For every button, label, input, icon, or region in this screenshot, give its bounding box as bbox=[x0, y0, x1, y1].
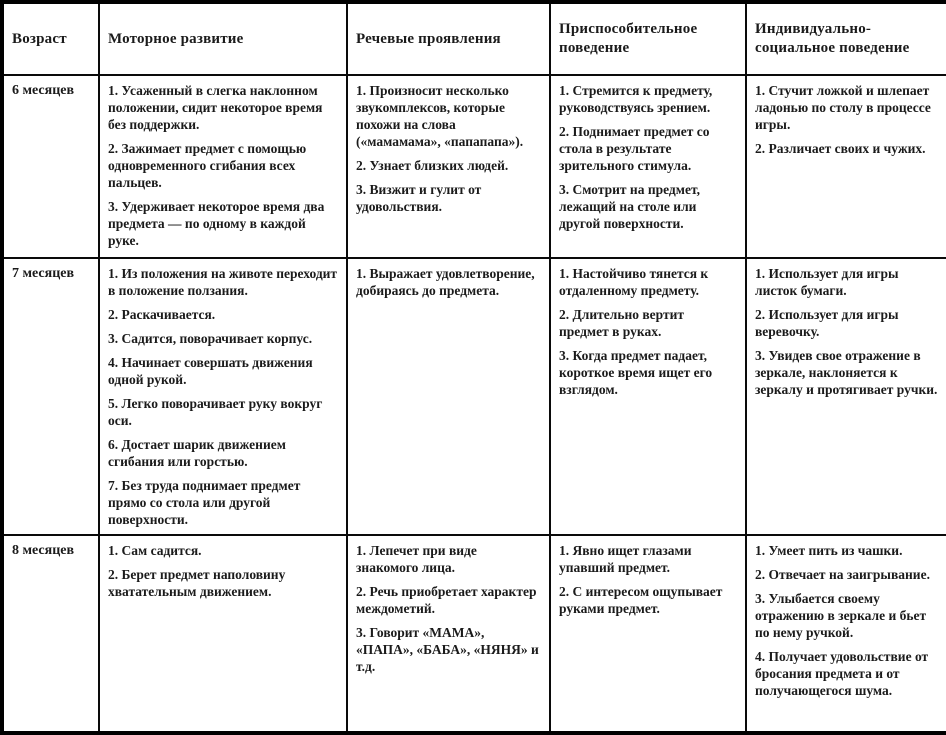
milestone-item: 3. Визжит и гулит от удовольствия. bbox=[356, 182, 482, 214]
table-row bbox=[2, 258, 946, 535]
milestone-item: 1. Сам садится. bbox=[108, 543, 202, 558]
speech-cell bbox=[347, 75, 550, 258]
column-header-motor: Моторное развитие bbox=[99, 2, 347, 75]
motor-cell bbox=[99, 535, 347, 733]
milestone-item: 3. Улыбается своему отражению в зеркале и бьет по нему ручкой. bbox=[755, 591, 927, 640]
milestone-item: 1. Настойчиво тянется к отдаленному предмету. bbox=[559, 266, 709, 298]
milestone-item: 1. Явно ищет глазами упавший предмет. bbox=[559, 543, 692, 575]
speech-cell bbox=[347, 535, 550, 733]
milestone-item: 2. Раскачивается. bbox=[108, 307, 216, 322]
table-row bbox=[2, 75, 946, 258]
milestone-item: 2. С интересом ощупывает руками предмет. bbox=[559, 584, 723, 616]
milestone-item: 2. Длительно вертит предмет в руках. bbox=[559, 307, 685, 339]
milestone-item: 3. Удерживает некоторое время два предмета — по одному в каждой руке. bbox=[108, 199, 325, 248]
milestone-item: 1. Выражает удовлетворение, добираясь до предмета. bbox=[356, 266, 535, 298]
milestone-item: 4. Начинает совершать движения одной рукой. bbox=[108, 355, 313, 387]
speech-cell bbox=[347, 258, 550, 535]
social-cell bbox=[746, 535, 946, 733]
milestone-item: 2. Использует для игры веревочку. bbox=[755, 307, 899, 339]
milestone-item: 2. Узнает близких людей. bbox=[356, 158, 509, 173]
milestone-item: 3. Смотрит на предмет, лежащий на столе или другой поверхности. bbox=[559, 182, 700, 231]
milestone-item: 3. Когда предмет падает, короткое время ищет его взглядом. bbox=[559, 348, 713, 397]
milestone-item: 1. Использует для игры листок бумаги. bbox=[755, 266, 899, 298]
social-cell bbox=[746, 258, 946, 535]
age-cell: 6 месяцев bbox=[2, 75, 99, 258]
motor-cell bbox=[99, 258, 347, 535]
milestone-item: 1. Лепечет при виде знакомого лица. bbox=[356, 543, 477, 575]
milestone-item: 7. Без труда поднимает предмет прямо со стола или другой поверхности. bbox=[108, 478, 301, 527]
milestone-item: 1. Произносит несколько звукомплексов, которые похожи на слова («мамамама», «папапапа»). bbox=[356, 83, 524, 149]
column-header-speech: Речевые проявления bbox=[347, 2, 550, 75]
social-cell bbox=[746, 75, 946, 258]
milestone-item: 1. Стремится к предмету, руководствуясь зрением. bbox=[559, 83, 713, 115]
column-header-social: Индивидуально-социальное поведение bbox=[746, 2, 946, 75]
milestone-item: 2. Речь приобретает характер междометий. bbox=[356, 584, 537, 616]
milestone-item: 2. Зажимает предмет с помощью одновременного сгибания всех пальцев. bbox=[108, 141, 307, 190]
adaptive-cell bbox=[550, 258, 746, 535]
milestone-item: 3. Говорит «МАМА», «ПАПА», «БАБА», «НЯНЯ» и т.д. bbox=[356, 625, 539, 674]
milestone-item: 2. Поднимает предмет со стола в результате зрительного стимула. bbox=[559, 124, 710, 173]
milestone-item: 1. Из положения на животе переходит в положение ползания. bbox=[108, 266, 338, 298]
table-header-row bbox=[2, 2, 946, 75]
motor-cell bbox=[99, 75, 347, 258]
column-header-adaptive: Приспособительное поведение bbox=[550, 2, 746, 75]
milestone-item: 6. Достает шарик движением сгибания или горстью. bbox=[108, 437, 286, 469]
table-row bbox=[2, 535, 946, 733]
adaptive-cell bbox=[550, 75, 746, 258]
milestone-item: 3. Садится, поворачивает корпус. bbox=[108, 331, 313, 346]
milestone-item: 5. Легко поворачивает руку вокруг оси. bbox=[108, 396, 323, 428]
milestone-item: 4. Получает удовольствие от бросания предмета и от получающегося шума. bbox=[755, 649, 929, 698]
milestone-item: 3. Увидев свое отражение в зеркале, наклоняется к зеркалу и протягивает ручки. bbox=[755, 348, 938, 397]
column-header-age: Возраст bbox=[2, 2, 99, 75]
age-cell: 8 месяцев bbox=[2, 535, 99, 733]
adaptive-cell bbox=[550, 535, 746, 733]
milestone-item: 1. Усаженный в слегка наклонном положении, сидит некоторое время без поддержки. bbox=[108, 83, 323, 132]
milestone-item: 1. Умеет пить из чашки. bbox=[755, 543, 903, 558]
milestone-item: 2. Берет предмет наполовину хватательным движением. bbox=[108, 567, 286, 599]
milestone-item: 1. Стучит ложкой и шлепает ладонью по столу в процессе игры. bbox=[755, 83, 931, 132]
milestone-item: 2. Отвечает на заигрывание. bbox=[755, 567, 930, 582]
milestone-item: 2. Различает своих и чужих. bbox=[755, 141, 926, 156]
age-cell: 7 месяцев bbox=[2, 258, 99, 535]
